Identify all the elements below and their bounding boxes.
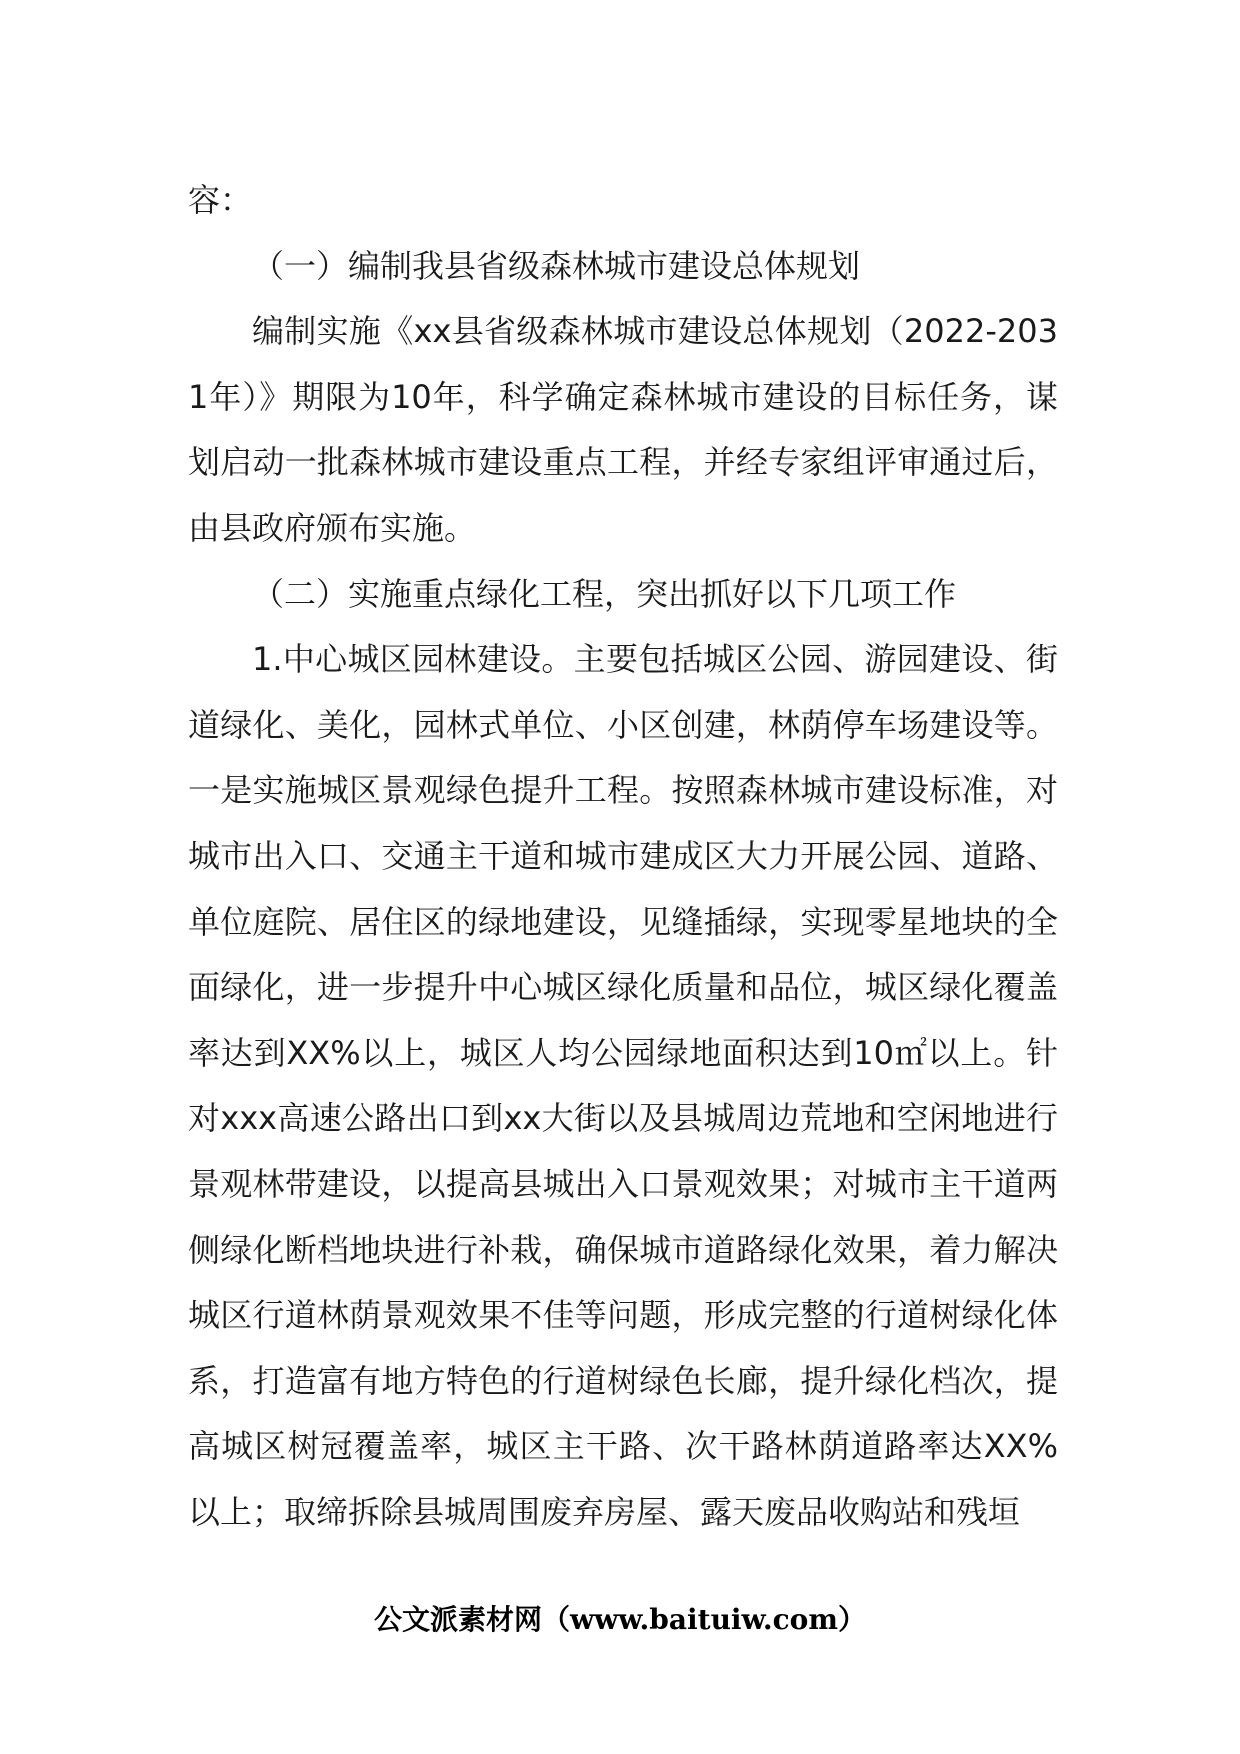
paragraph-plan: 编制实施《xx县省级森林城市建设总体规划（2022-2031年）》期限为10年，科学确定森林城市建设的目标任务，谋划启动一批森林城市建设重点工程，并经专家组评审通过后，由县政府颁布实施。 — [188, 312, 1058, 547]
paragraph-continuation: 容： — [188, 181, 253, 219]
document-body — [188, 168, 1058, 1545]
section-heading-2: （二）实施重点绿化工程，突出抓好以下几项工作 — [252, 574, 957, 613]
section-heading-1: （一）编制我县省级森林城市建设总体规划 — [252, 246, 861, 285]
paragraph-urban-greening: 1.中心城区园林建设。主要包括城区公园、游园建设、街道绿化、美化，园林式单位、小区创建，林荫停车场建设等。一是实施城区景观绿色提升工程。按照森林城市建设标准，对城市出入口、交通主干道和城市建成区大力开展公园、道路、单位庭院、居住区的绿地建设，见缝插绿，实现零星地块的全面绿化，进一步提升中心城区绿化质量和品位，城区绿化覆盖率达到XX%以上，城区人均公园绿地面积达到10㎡以上。针对xxx高速公路出口到xx大街以及县城周边荒地和空闲地进行景观林带建设，以提高县城出入口景观效果；对城市主干道两侧绿化断档地块进行补栽，确保城市道路绿化效果，着力解决城区行道林荫景观效果不佳等问题，形成完整的行道树绿化体系，打造富有地方特色的行道树绿色长廊，提升绿化档次，提高城区树冠覆盖率，城区主干路、次干路林荫道路率达XX%以上；取缔拆除县城周围废弃房屋、露天废品收购站和残垣 — [188, 640, 1058, 1531]
footer-watermark: 公文派素材网（www.baituiw.com） — [374, 1603, 866, 1636]
